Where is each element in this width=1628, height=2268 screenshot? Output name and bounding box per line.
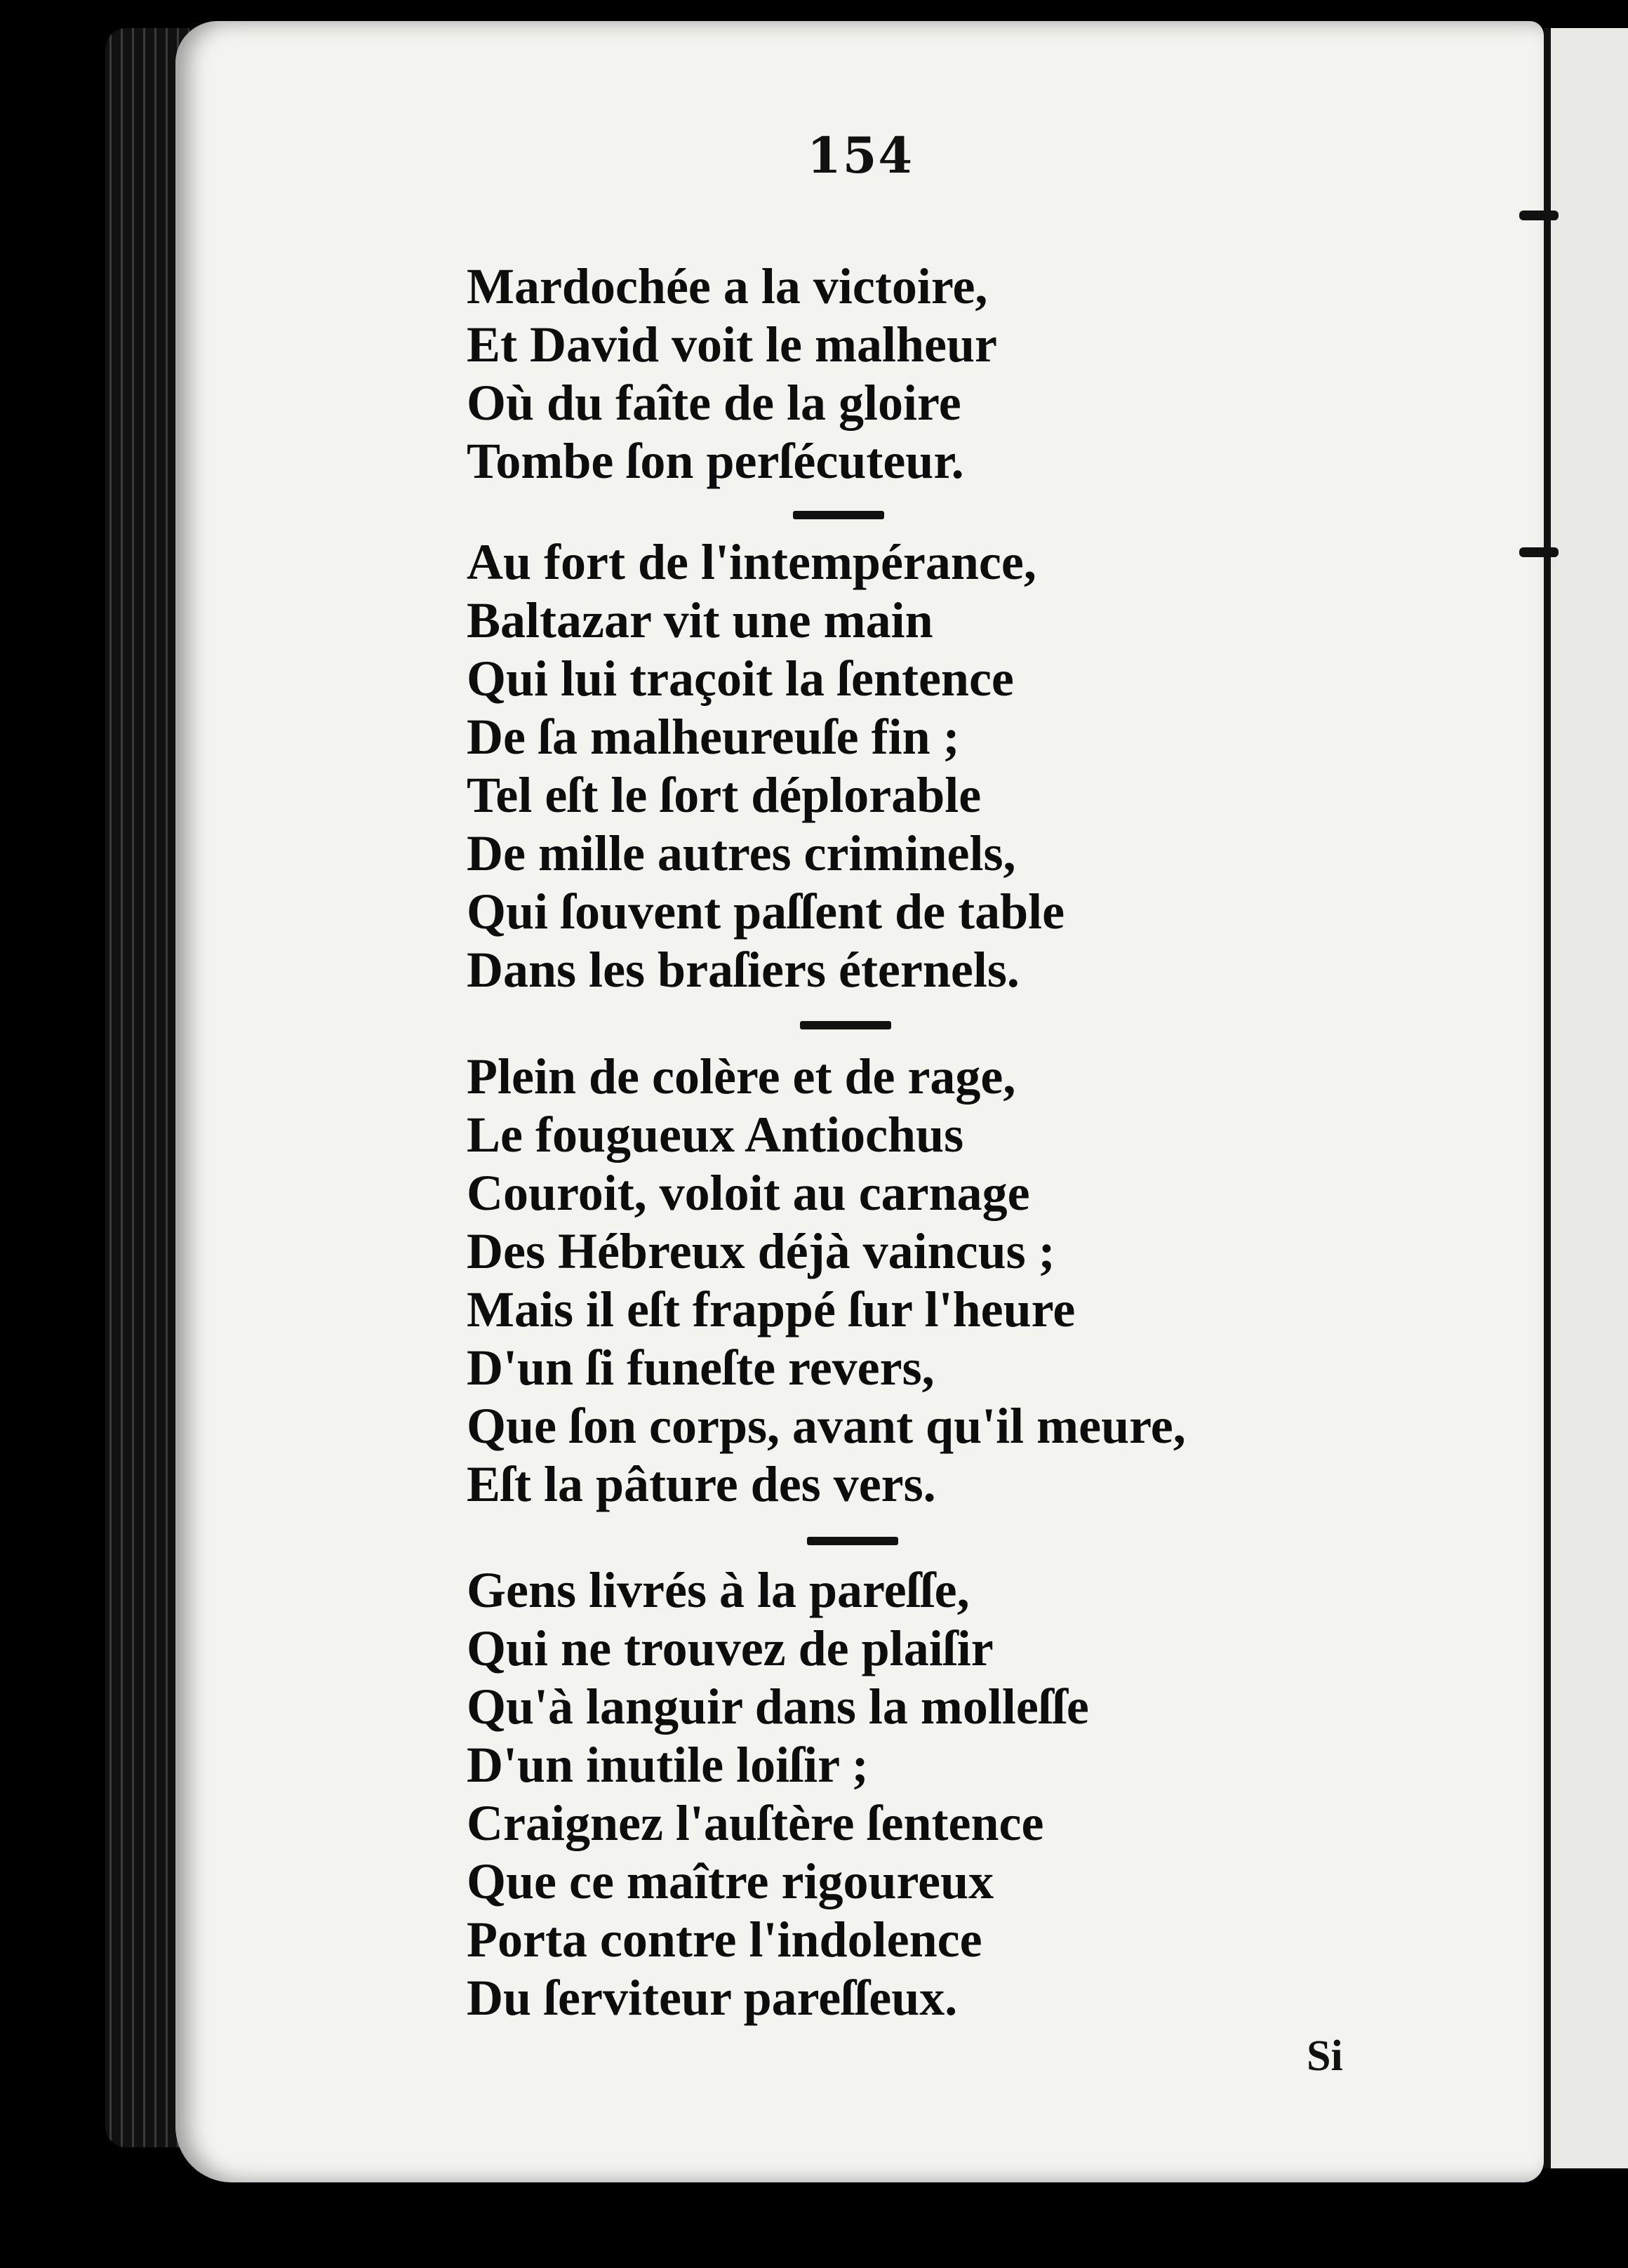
verse-line: Gens livrés à la pareſſe, xyxy=(467,1562,970,1618)
spine-mark xyxy=(1519,547,1559,557)
verse-line: Tel eſt le ſort déplorable xyxy=(467,767,982,823)
verse-line: Mardochée a la victoire, xyxy=(467,258,988,314)
stanza-divider xyxy=(807,1537,898,1545)
verse-line: Tombe ſon perſécuteur. xyxy=(467,433,964,489)
stanza-divider xyxy=(800,1021,891,1029)
page-number: 154 xyxy=(807,126,914,185)
verse-line: Porta contre l'indolence xyxy=(467,1912,982,1968)
verse-line: Où du faîte de la gloire xyxy=(467,375,961,431)
verse-line: Le fougueux Antiochus xyxy=(467,1107,964,1163)
spine-mark xyxy=(1519,211,1559,220)
verse-line: Des Hébreux déjà vaincus ; xyxy=(467,1223,1055,1279)
verse-line: Mais il eſt frappé ſur l'heure xyxy=(467,1281,1076,1338)
stanza-divider xyxy=(793,511,884,519)
verse-line: Qui ne trouvez de plaiſir xyxy=(467,1620,994,1676)
verse-line: Plein de colère et de rage, xyxy=(467,1048,1016,1105)
verse-line: Que ſon corps, avant qu'il meure, xyxy=(467,1398,1186,1454)
verse-line: De ſa malheureuſe fin ; xyxy=(467,709,960,765)
verse-line: Couroit, voloit au carnage xyxy=(467,1165,1030,1221)
verse-line: De mille autres criminels, xyxy=(467,825,1016,881)
verse-line: Et David voit le malheur xyxy=(467,316,997,373)
verse-line: Qui ſouvent paſſent de table xyxy=(467,883,1065,940)
verse-line: Que ce maître rigoureux xyxy=(467,1853,994,1909)
catchword: Si xyxy=(1307,2032,1343,2080)
facing-page-edge xyxy=(1544,28,1628,2168)
verse-line: Craignez l'auſtère ſentence xyxy=(467,1795,1044,1851)
verse-line: D'un inutile loiſir ; xyxy=(467,1737,869,1793)
verse-line: Qu'à languir dans la molleſſe xyxy=(467,1679,1089,1735)
verse-line: Au fort de l'intempérance, xyxy=(467,534,1036,590)
verse-line: Baltazar vit une main xyxy=(467,592,933,648)
verse-line: D'un ſi funeſte revers, xyxy=(467,1340,935,1396)
verse-line: Du ſerviteur pareſſeux. xyxy=(467,1970,958,2026)
verse-line: Eſt la pâture des vers. xyxy=(467,1456,936,1512)
verse-line: Qui lui traçoit la ſentence xyxy=(467,651,1014,707)
verse-line: Dans les braſiers éternels. xyxy=(467,942,1020,998)
